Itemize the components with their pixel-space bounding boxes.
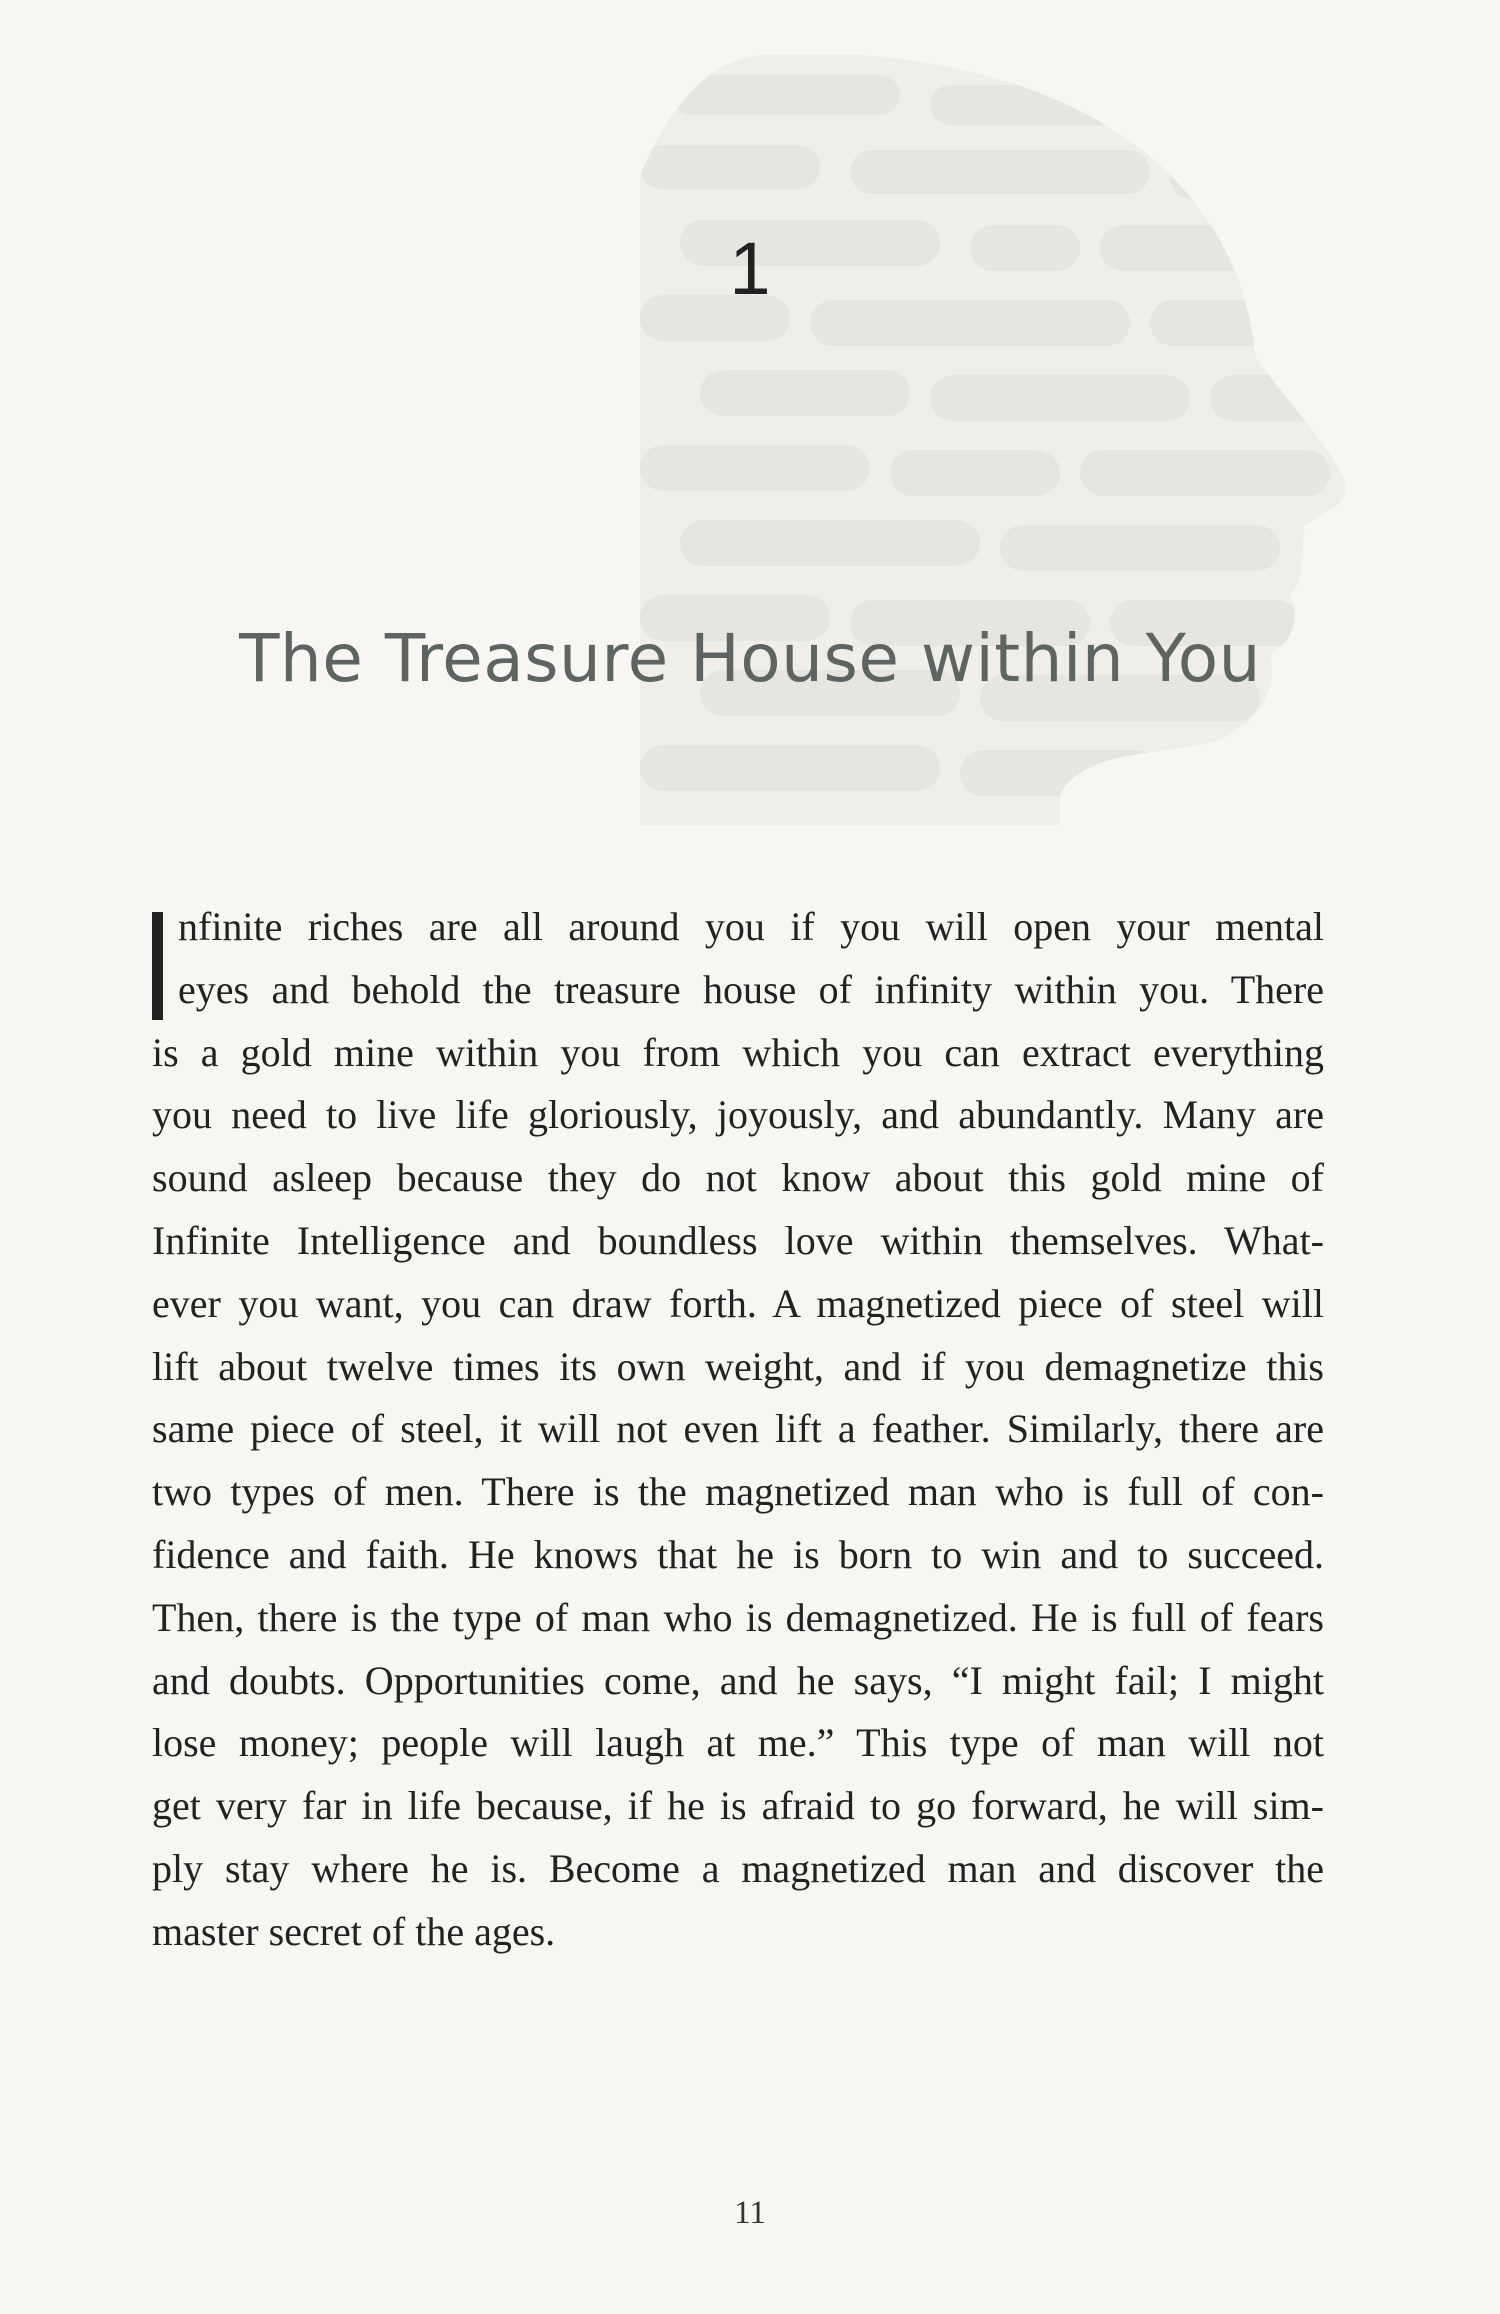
paragraph-line: fidence and faith. He knows that he is born to win and to succeed. bbox=[152, 1531, 1324, 1577]
paragraph-line: two types of men. There is the magnetized man who is full of con- bbox=[152, 1469, 1324, 1515]
paragraph-line: same piece of steel, it will not even lift a feather. Similarly, there are bbox=[152, 1406, 1324, 1452]
paragraph-line: sound asleep because they do not know about this gold mine of bbox=[152, 1155, 1324, 1201]
paragraph-line: ply stay where he is. Become a magnetized man and discover the bbox=[152, 1845, 1324, 1891]
paragraph-line: you need to live life gloriously, joyously, and abundantly. Many are bbox=[152, 1092, 1324, 1138]
page-number: 11 bbox=[734, 2195, 766, 2231]
paragraph-line: lose money; people will laugh at me.” This type of man will not bbox=[152, 1720, 1324, 1766]
head-silhouette-illustration bbox=[640, 55, 1360, 825]
paragraph-line: nfinite riches are all around you if you will open your mental bbox=[178, 904, 1324, 949]
paragraph-line: and doubts. Opportunities come, and he says, “I might fail; I might bbox=[152, 1657, 1324, 1703]
body-paragraph bbox=[152, 896, 1324, 1964]
paragraph-line: lift about twelve times its own weight, and if you demagnetize this bbox=[152, 1343, 1324, 1389]
paragraph-line: Then, there is the type of man who is demagnetized. He is full of fears bbox=[152, 1594, 1324, 1640]
paragraph-line: ever you want, you can draw forth. A magnetized piece of steel will bbox=[152, 1280, 1324, 1326]
paragraph-line: eyes and behold the treasure house of infinity within you. There bbox=[178, 966, 1324, 1012]
chapter-number: 1 bbox=[729, 227, 771, 310]
paragraph-line: is a gold mine within you from which you can extract everything bbox=[152, 1029, 1324, 1075]
paragraph-line: master secret of the ages. bbox=[152, 1908, 556, 1954]
chapter-title: The Treasure House within You bbox=[239, 620, 1261, 697]
paragraph-line: Infinite Intelligence and boundless love within themselves. What- bbox=[152, 1217, 1324, 1263]
paragraph-line: get very far in life because, if he is afraid to go forward, he will sim- bbox=[152, 1783, 1324, 1829]
